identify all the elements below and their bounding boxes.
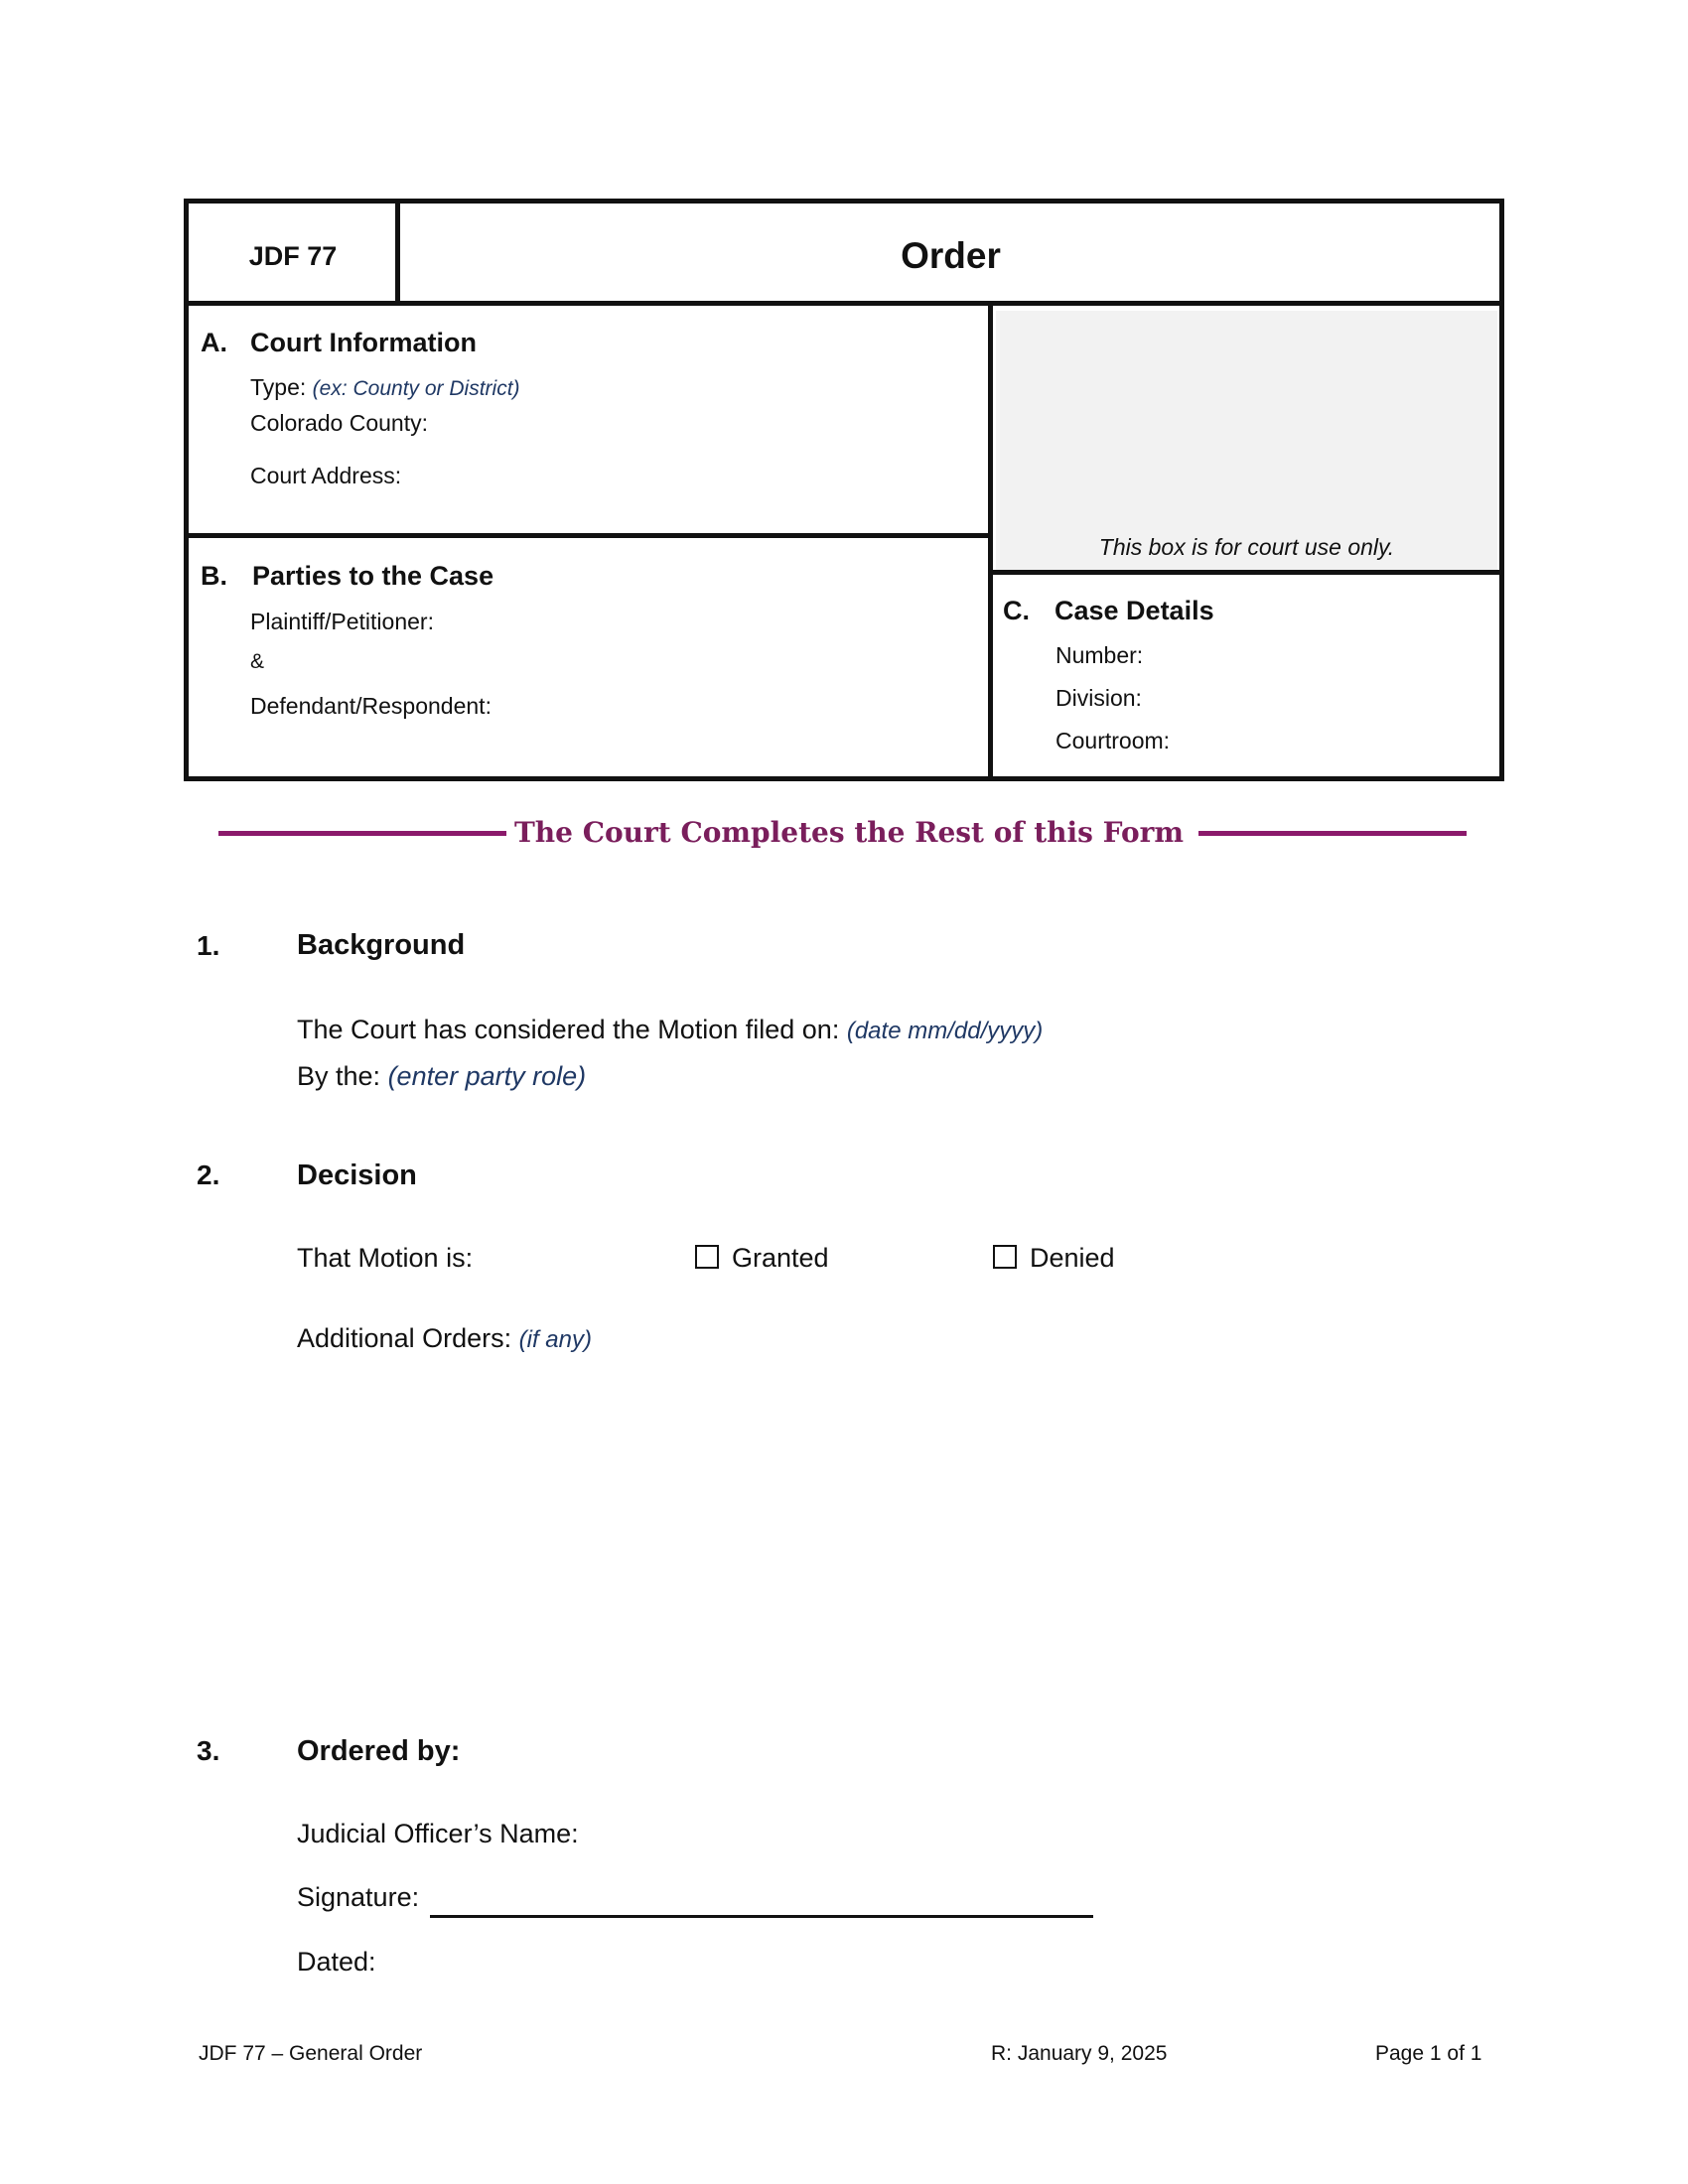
party-role-field[interactable]	[297, 1061, 586, 1092]
additional-orders-label: Additional Orders:	[297, 1323, 512, 1353]
county-field[interactable]: Colorado County:	[250, 410, 428, 436]
party-role-label: By the:	[297, 1061, 381, 1091]
footer-page-number: Page 1 of 1	[1375, 2042, 1482, 2065]
court-info-letter: A.	[201, 328, 227, 357]
dated-field[interactable]: Dated:	[297, 1947, 376, 1977]
case-number-field[interactable]: Number:	[1055, 642, 1144, 668]
additional-orders-field[interactable]	[297, 1323, 592, 1354]
divider-line-right	[1198, 831, 1467, 836]
divider-text: The Court Completes the Rest of this Form	[513, 816, 1185, 849]
denied-label: Denied	[1030, 1243, 1115, 1273]
motion-is-label: That Motion is:	[297, 1243, 474, 1273]
court-type-label: Type:	[250, 374, 307, 400]
motion-date-hint: (date mm/dd/yyyy)	[846, 1018, 1044, 1044]
division-field[interactable]: Division:	[1055, 685, 1142, 711]
caption-divider	[189, 533, 991, 538]
caption-divider	[988, 303, 993, 776]
section-number-ordered-by: 3.	[197, 1735, 220, 1766]
officer-name-field[interactable]: Judicial Officer’s Name:	[297, 1819, 579, 1848]
courtroom-field[interactable]: Courtroom:	[1055, 728, 1171, 753]
section-heading-ordered-by: Ordered by:	[297, 1735, 461, 1767]
court-address-field[interactable]: Court Address:	[250, 463, 402, 488]
court-use-note: This box is for court use only.	[1098, 534, 1395, 560]
caption-divider	[991, 570, 1499, 575]
form-title: Order	[901, 235, 1001, 276]
granted-checkbox[interactable]	[695, 1245, 719, 1269]
motion-date-field[interactable]	[297, 1015, 1043, 1045]
divider-line-left	[218, 831, 506, 836]
section-number-decision: 2.	[197, 1160, 220, 1190]
plaintiff-field[interactable]: Plaintiff/Petitioner:	[250, 609, 434, 634]
court-use-box	[996, 311, 1497, 570]
court-type-hint: (ex: County or District)	[312, 377, 520, 400]
court-info-title: Court Information	[250, 328, 477, 357]
court-type-field[interactable]	[250, 374, 520, 401]
defendant-field[interactable]: Defendant/Respondent:	[250, 693, 492, 719]
section-heading-background: Background	[297, 929, 466, 961]
case-details-letter: C.	[1003, 596, 1030, 625]
granted-label: Granted	[732, 1243, 829, 1273]
footer-form-name: JDF 77 – General Order	[199, 2042, 423, 2065]
case-details-title: Case Details	[1055, 596, 1214, 625]
section-number-background: 1.	[197, 930, 220, 961]
ampersand: &	[250, 650, 265, 673]
footer-revision-date: R: January 9, 2025	[991, 2042, 1168, 2065]
motion-date-label: The Court has considered the Motion filed on:	[297, 1015, 840, 1044]
signature-label: Signature:	[297, 1882, 420, 1912]
form-code: JDF 77	[248, 240, 338, 271]
parties-letter: B.	[201, 561, 227, 591]
additional-orders-hint: (if any)	[518, 1326, 592, 1353]
section-heading-decision: Decision	[297, 1160, 417, 1191]
parties-title: Parties to the Case	[252, 561, 494, 591]
denied-checkbox[interactable]	[993, 1245, 1017, 1269]
signature-line[interactable]	[430, 1915, 1093, 1918]
party-role-hint: (enter party role)	[387, 1061, 587, 1091]
